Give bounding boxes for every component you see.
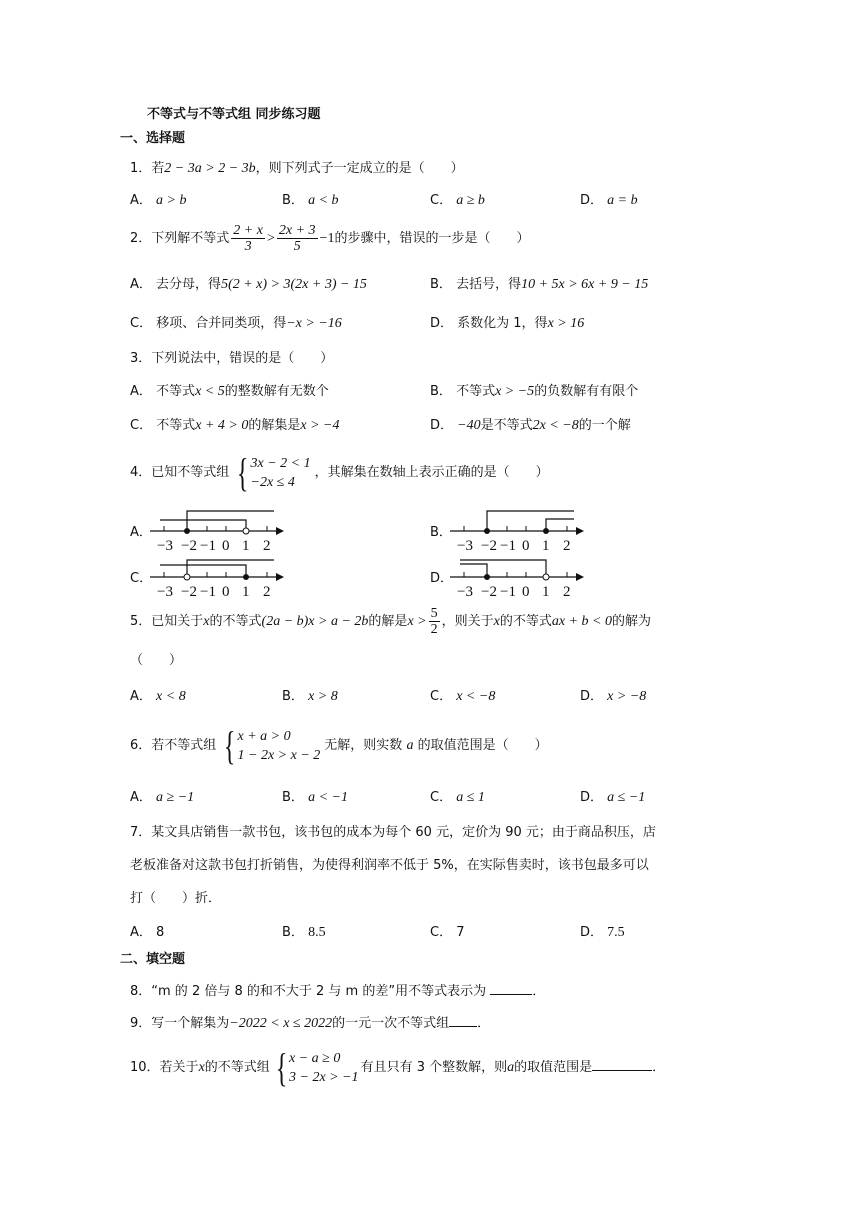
q10-system: { x − a ≥ 0 3 − 2x > −1 [275, 1044, 359, 1090]
question-7-line-3: 打（ ）折． [130, 891, 222, 906]
q2-option-b[interactable]: B． 去括号，得10 + 5x > 6x + 9 − 15 [430, 277, 649, 292]
svg-text:−2: −2 [481, 584, 497, 600]
q7-option-a[interactable]: A． 8 [130, 925, 165, 940]
q1-option-c[interactable]: C． a ≥ b [430, 193, 485, 208]
q2-option-a[interactable]: A． 去分母，得5(2 + x) > 3(2x + 3) − 15 [130, 277, 367, 292]
svg-text:−3: −3 [157, 538, 173, 554]
axis-arrow-icon [576, 573, 584, 581]
q6-option-c[interactable]: C． a ≤ 1 [430, 790, 485, 805]
svg-text:0: 0 [222, 584, 230, 600]
open-dot-icon [243, 528, 249, 534]
q7-option-b[interactable]: B． 8.5 [282, 925, 326, 940]
svg-text:0: 0 [522, 584, 530, 600]
brace-icon: { [237, 449, 249, 495]
answer-blank-9[interactable] [449, 1014, 477, 1027]
number-line-b [450, 506, 590, 554]
svg-text:0: 0 [522, 538, 530, 554]
question-9: 9．写一个解集为−2022 < x ≤ 2022的一元一次不等式组 ． [130, 1016, 491, 1031]
section-fill-header: 二、填空题 [120, 952, 186, 967]
q5-option-b[interactable]: B． x > 8 [282, 689, 338, 704]
axis-arrow-icon [276, 573, 284, 581]
q3-option-c[interactable]: C． 不等式x + 4 > 0的解集是x > −4 [130, 418, 340, 433]
section-choice-header: 一、选择题 [120, 131, 186, 146]
closed-dot-icon [184, 528, 190, 534]
number-line-a [150, 506, 290, 554]
q2-option-d[interactable]: D． 系数化为 1，得x > 16 [430, 316, 585, 331]
svg-text:1: 1 [542, 584, 550, 600]
q2-option-c[interactable]: C． 移项、合并同类项，得−x > −16 [130, 316, 342, 331]
ticks [464, 572, 567, 577]
ticks [164, 526, 267, 531]
q4-option-d[interactable]: D． [430, 571, 454, 586]
svg-text:2: 2 [263, 584, 271, 600]
ticks [464, 526, 567, 531]
svg-text:0: 0 [222, 538, 230, 554]
svg-text:2: 2 [263, 538, 271, 554]
q4-option-c[interactable]: C． [130, 571, 153, 586]
question-2: 2．下列解不等式 $\frac{2 + x}{3}$ > $\frac{2x + 3}{5}$ −1的步骤中，错误的一步是（ ） [130, 223, 530, 254]
question-7-line-2: 老板准备对这款书包打折销售，为使得利润率不低于 5%，在实际售卖时，该书包最多可以 [130, 858, 649, 873]
brace-icon: { [224, 722, 236, 768]
q5-option-c[interactable]: C． x < −8 [430, 689, 496, 704]
q5-option-d[interactable]: D． x > −8 [580, 689, 647, 704]
q1-option-d[interactable]: D． a = b [580, 193, 638, 208]
q3-option-d[interactable]: D． −40是不等式2x < −8的一个解 [430, 418, 631, 433]
q5-option-a[interactable]: A． x < 8 [130, 689, 186, 704]
answer-blank-8[interactable] [490, 982, 532, 995]
q4-option-b[interactable]: B． [430, 525, 452, 540]
number-line-d [450, 552, 590, 600]
svg-text:−3: −3 [157, 584, 173, 600]
q4-system: { 3x − 2 < 1 −2x ≤ 4 [237, 449, 311, 495]
svg-text:−2: −2 [181, 584, 197, 600]
q6-option-d[interactable]: D． a ≤ −1 [580, 790, 646, 805]
svg-text:−1: −1 [500, 538, 516, 554]
answer-blank-10[interactable] [592, 1058, 652, 1071]
axis-arrow-icon [576, 527, 584, 535]
svg-text:2: 2 [563, 538, 571, 554]
q1-option-a[interactable]: A． a > b [130, 193, 187, 208]
q4-option-a[interactable]: A． [130, 525, 152, 540]
q5-paren: （ ） [130, 653, 183, 668]
q6-system: { x + a > 0 1 − 2x > x − 2 [224, 722, 321, 768]
question-6: 6．若不等式组 { x + a > 0 1 − 2x > x − 2 无解，则实数 a 的取值范围是（ ） [130, 722, 548, 768]
q6-option-b[interactable]: B． a < −1 [282, 790, 348, 805]
closed-dot-icon [543, 528, 549, 534]
svg-text:1: 1 [242, 584, 250, 600]
svg-text:−1: −1 [200, 584, 216, 600]
q7-option-c[interactable]: C． 7 [430, 925, 465, 940]
q6-option-a[interactable]: A． a ≥ −1 [130, 790, 195, 805]
question-1: 1．若2 − 3a > 2 − 3b，则下列式子一定成立的是（ ） [130, 161, 464, 176]
axis-arrow-icon [276, 527, 284, 535]
number-line-c [150, 552, 290, 600]
svg-text:2: 2 [563, 584, 571, 600]
question-10: 10．若关于x的不等式组 { x − a ≥ 0 3 − 2x > −1 有且只有 3 个整数解，则a的取值范围是 ． [130, 1044, 666, 1090]
svg-text:−2: −2 [181, 538, 197, 554]
open-dot-icon [543, 574, 549, 580]
svg-text:1: 1 [542, 538, 550, 554]
svg-text:1: 1 [242, 538, 250, 554]
svg-text:−2: −2 [481, 538, 497, 554]
q1-option-b[interactable]: B． a < b [282, 193, 339, 208]
question-4: 4．已知不等式组 { 3x − 2 < 1 −2x ≤ 4 ，其解集在数轴上表示正确的是（ ） [130, 449, 549, 495]
q3-option-b[interactable]: B． 不等式x > −5的负数解有有限个 [430, 384, 639, 399]
ticks [164, 572, 267, 577]
closed-dot-icon [484, 528, 490, 534]
svg-text:−1: −1 [500, 584, 516, 600]
svg-text:−1: −1 [200, 538, 216, 554]
question-3: 3．下列说法中，错误的是（ ） [130, 351, 334, 366]
tick-labels [157, 584, 271, 600]
closed-dot-icon [484, 574, 490, 580]
closed-dot-icon [243, 574, 249, 580]
question-7-line-1: 7．某文具店销售一款书包，该书包的成本为每个 60 元，定价为 90 元；由于商品积压，店 [130, 825, 656, 840]
svg-text:−3: −3 [457, 538, 473, 554]
tick-labels [457, 584, 571, 600]
q3-option-a[interactable]: A． 不等式x < 5的整数解有无数个 [130, 384, 329, 399]
page-title: 不等式与不等式组 同步练习题 [147, 107, 321, 122]
open-dot-icon [184, 574, 190, 580]
svg-text:−3: −3 [457, 584, 473, 600]
q7-option-d[interactable]: D． 7.5 [580, 925, 625, 940]
brace-icon: { [275, 1044, 288, 1090]
question-5: 5．已知关于x的不等式(2a − b)x > a − 2b的解是x > $\frac{5}{2}$ ，则关于x的不等式ax + b < 0的解为 [130, 606, 651, 637]
question-8: 8．“m 的 2 倍与 8 的和不大于 2 与 m 的差”用不等式表示为 ． [130, 984, 546, 999]
